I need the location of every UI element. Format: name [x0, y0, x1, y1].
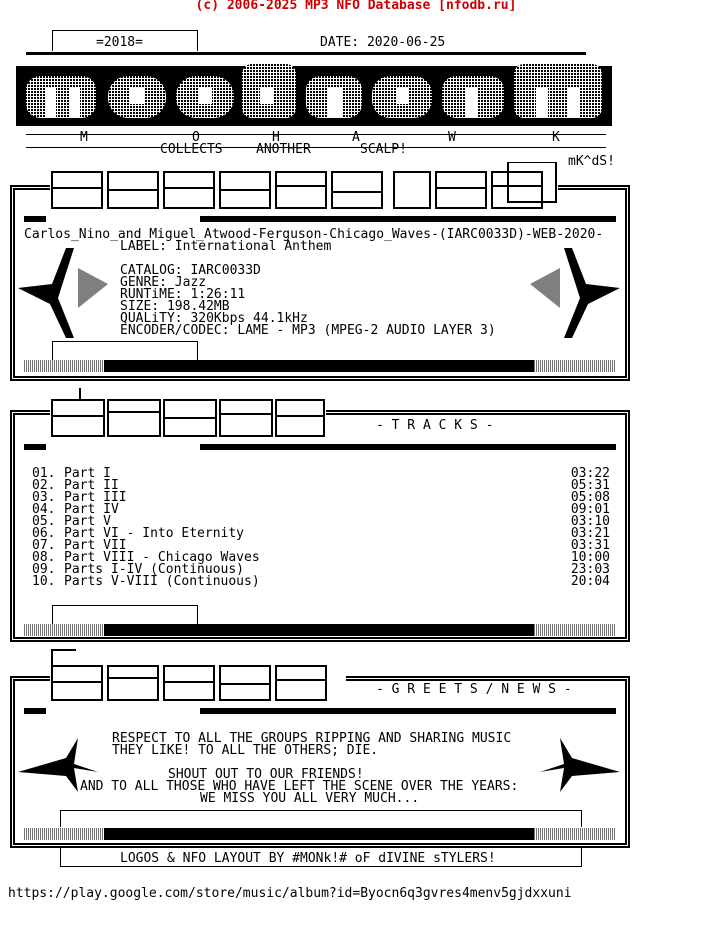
track-time: 10:00 — [570, 550, 610, 565]
tracks-banner — [50, 386, 326, 442]
release-dither-left — [24, 360, 104, 372]
track-title: Part VI - Into Eternity — [64, 526, 245, 541]
release-bottom-frame — [52, 341, 198, 360]
track-number: 05. — [32, 514, 56, 529]
logo-letter: W — [448, 130, 456, 145]
logo-letter: M — [80, 130, 88, 145]
tracks-bottom-bar — [104, 624, 534, 636]
track-number: 06. — [32, 526, 56, 541]
tagline-collects: COLLECTS — [160, 142, 223, 157]
greets-line: WE MISS YOU ALL VERY MUCH... — [200, 791, 420, 806]
track-number: 08. — [32, 550, 56, 565]
release-quality: QUALiTY: 320Kbps 44.1kHz — [120, 311, 308, 326]
arrow-right-icon — [530, 248, 620, 348]
release-size: SIZE: 198.42MB — [120, 299, 230, 314]
greets-rule-left — [24, 708, 46, 714]
top-rule — [26, 52, 586, 55]
greets-dither-left — [24, 828, 104, 840]
tagline-scalp: SCALP! — [360, 142, 407, 157]
greets-line: AND TO ALL THOSE WHO HAVE LEFT THE SCENE OVER THE YEARS: — [80, 779, 519, 794]
track-number: 10. — [32, 574, 56, 589]
release-date: DATE: 2020-06-25 — [320, 35, 446, 50]
greets-banner — [50, 648, 346, 706]
track-number: 01. — [32, 466, 56, 481]
track-time: 20:04 — [570, 574, 610, 589]
track-number: 02. — [32, 478, 56, 493]
signature: mK^dS! — [568, 154, 615, 169]
track-title: Part III — [64, 490, 127, 505]
release-encoder: ENCODER/CODEC: LAME - MP3 (MPEG-2 AUDIO LAYER 3) — [120, 323, 496, 338]
track-time: 03:10 — [570, 514, 610, 529]
tracks-bottom-frame — [52, 605, 198, 624]
greets-banner-graphic — [50, 648, 346, 706]
year-label: =2018= — [96, 35, 143, 50]
track-row — [32, 504, 610, 516]
logo-letter: O — [192, 130, 200, 145]
greets-arrow-left-icon — [18, 738, 98, 802]
greets-line: RESPECT TO ALL THE GROUPS RIPPING AND SHARING MUSIC — [112, 731, 512, 746]
track-row — [32, 576, 610, 588]
greets-line: SHOUT OUT TO OUR FRIENDS! — [168, 767, 364, 782]
release-rule-left — [24, 216, 46, 222]
release-genre: GENRE: Jazz — [120, 275, 207, 290]
tracks-heading: - T R A C K S - — [376, 418, 494, 433]
logo-graphic — [16, 58, 612, 128]
track-time: 23:03 — [570, 562, 610, 577]
tracks-rule-right — [200, 444, 616, 450]
tagline-another: ANOTHER — [256, 142, 311, 157]
track-title: Part V — [64, 514, 111, 529]
release-bottom-bar — [104, 360, 534, 372]
greets-bottom-bar — [104, 828, 534, 840]
logo-letter: H — [272, 130, 280, 145]
arrow-left-icon — [18, 248, 108, 348]
greets-bottom-frame — [60, 810, 582, 827]
layout-credits: LOGOS & NFO LAYOUT BY #MONk!# oF dIVINE sTYLERS! — [120, 851, 496, 866]
track-time: 03:31 — [570, 538, 610, 553]
release-info-banner-graphic — [50, 162, 558, 214]
logo-letter-row — [26, 130, 606, 148]
track-title: Part VII — [64, 538, 127, 553]
track-title: Parts I-IV (Continuous) — [64, 562, 245, 577]
release-info-banner — [50, 162, 558, 214]
track-title: Parts V-VIII (Continuous) — [64, 574, 260, 589]
track-number: 03. — [32, 490, 56, 505]
release-catalog: CATALOG: IARC0033D — [120, 263, 261, 278]
track-number: 04. — [32, 502, 56, 517]
release-runtime: RUNTiME: 1:26:11 — [120, 287, 246, 302]
logo-letter: A — [352, 130, 360, 145]
tracks-dither-right — [534, 624, 616, 636]
greets-rule-right — [200, 708, 616, 714]
source-url[interactable]: https://play.google.com/store/music/album?id=Byocn6q3gvres4menv5gjdxxuni — [8, 886, 572, 901]
greets-dither-right — [534, 828, 616, 840]
greets-heading: - G R E E T S / N E W S - — [376, 682, 572, 697]
track-time: 03:21 — [570, 526, 610, 541]
release-label: LABEL: International Anthem — [120, 239, 332, 254]
greets-arrow-right-icon — [540, 738, 620, 802]
greets-line: THEY LIKE! TO ALL THE OTHERS; DIE. — [112, 743, 379, 758]
track-time: 05:08 — [570, 490, 610, 505]
track-time: 05:31 — [570, 478, 610, 493]
track-title: Part VIII - Chicago Waves — [64, 550, 260, 565]
release-dither-right — [534, 360, 616, 372]
track-time: 03:22 — [570, 466, 610, 481]
tracks-banner-graphic — [50, 386, 326, 442]
logo-letter: K — [552, 130, 560, 145]
site-credit: (c) 2006-2025 MP3 NFO Database [nfodb.ru] — [195, 0, 517, 13]
track-title: Part II — [64, 478, 119, 493]
track-title: Part I — [64, 466, 111, 481]
tracks-rule-left — [24, 444, 46, 450]
release-rule-right — [200, 216, 616, 222]
release-name: Carlos_Nino_and_Miguel_Atwood-Ferguson-Chicago_Waves-(IARC0033D)-WEB-2020- — [24, 227, 604, 242]
tracks-dither-left — [24, 624, 104, 636]
site-logo — [16, 58, 612, 128]
track-number: 09. — [32, 562, 56, 577]
track-title: Part IV — [64, 502, 119, 517]
track-number: 07. — [32, 538, 56, 553]
track-time: 09:01 — [570, 502, 610, 517]
